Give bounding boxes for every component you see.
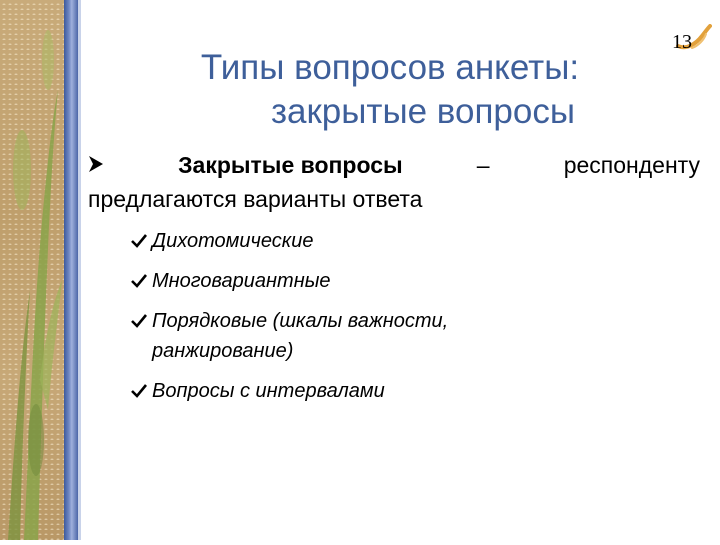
list-item-label: Вопросы с интервалами bbox=[152, 380, 385, 402]
check-icon bbox=[130, 233, 148, 249]
list-item-label: Многовариантные bbox=[152, 270, 331, 292]
slide-title bbox=[150, 46, 630, 134]
lead-dash: – bbox=[476, 152, 490, 178]
page-number: 13 bbox=[672, 31, 692, 53]
list-item-label-line2: ранжирование) bbox=[152, 340, 294, 362]
lead-word-end: респонденту bbox=[563, 152, 700, 178]
sand-grass-decoration bbox=[0, 0, 64, 540]
blue-edge-decoration bbox=[78, 0, 81, 540]
lead-first-line bbox=[88, 148, 700, 182]
arrow-icon bbox=[88, 155, 104, 173]
check-icon bbox=[130, 383, 148, 399]
question-types-list bbox=[130, 226, 700, 406]
grass-blades-decoration bbox=[0, 0, 64, 540]
list-item-label-line1: Порядковые (шкалы важности, bbox=[152, 310, 449, 332]
check-icon bbox=[130, 313, 148, 329]
list-item bbox=[130, 306, 700, 366]
slide-title-line1: Типы вопросов анкеты: bbox=[200, 48, 580, 87]
slide-title-line2: закрытые вопросы bbox=[270, 92, 576, 131]
list-item bbox=[130, 376, 700, 406]
lead-paragraph bbox=[88, 148, 700, 216]
list-item bbox=[130, 226, 700, 256]
lead-term: Закрытые вопросы bbox=[178, 152, 403, 178]
blue-band-decoration bbox=[64, 0, 78, 540]
lead-second-line: предлагаются варианты ответа bbox=[88, 186, 423, 212]
list-item-label: Дихотомические bbox=[152, 230, 314, 252]
list-item bbox=[130, 266, 700, 296]
check-icon bbox=[130, 273, 148, 289]
slide-content bbox=[88, 148, 700, 416]
